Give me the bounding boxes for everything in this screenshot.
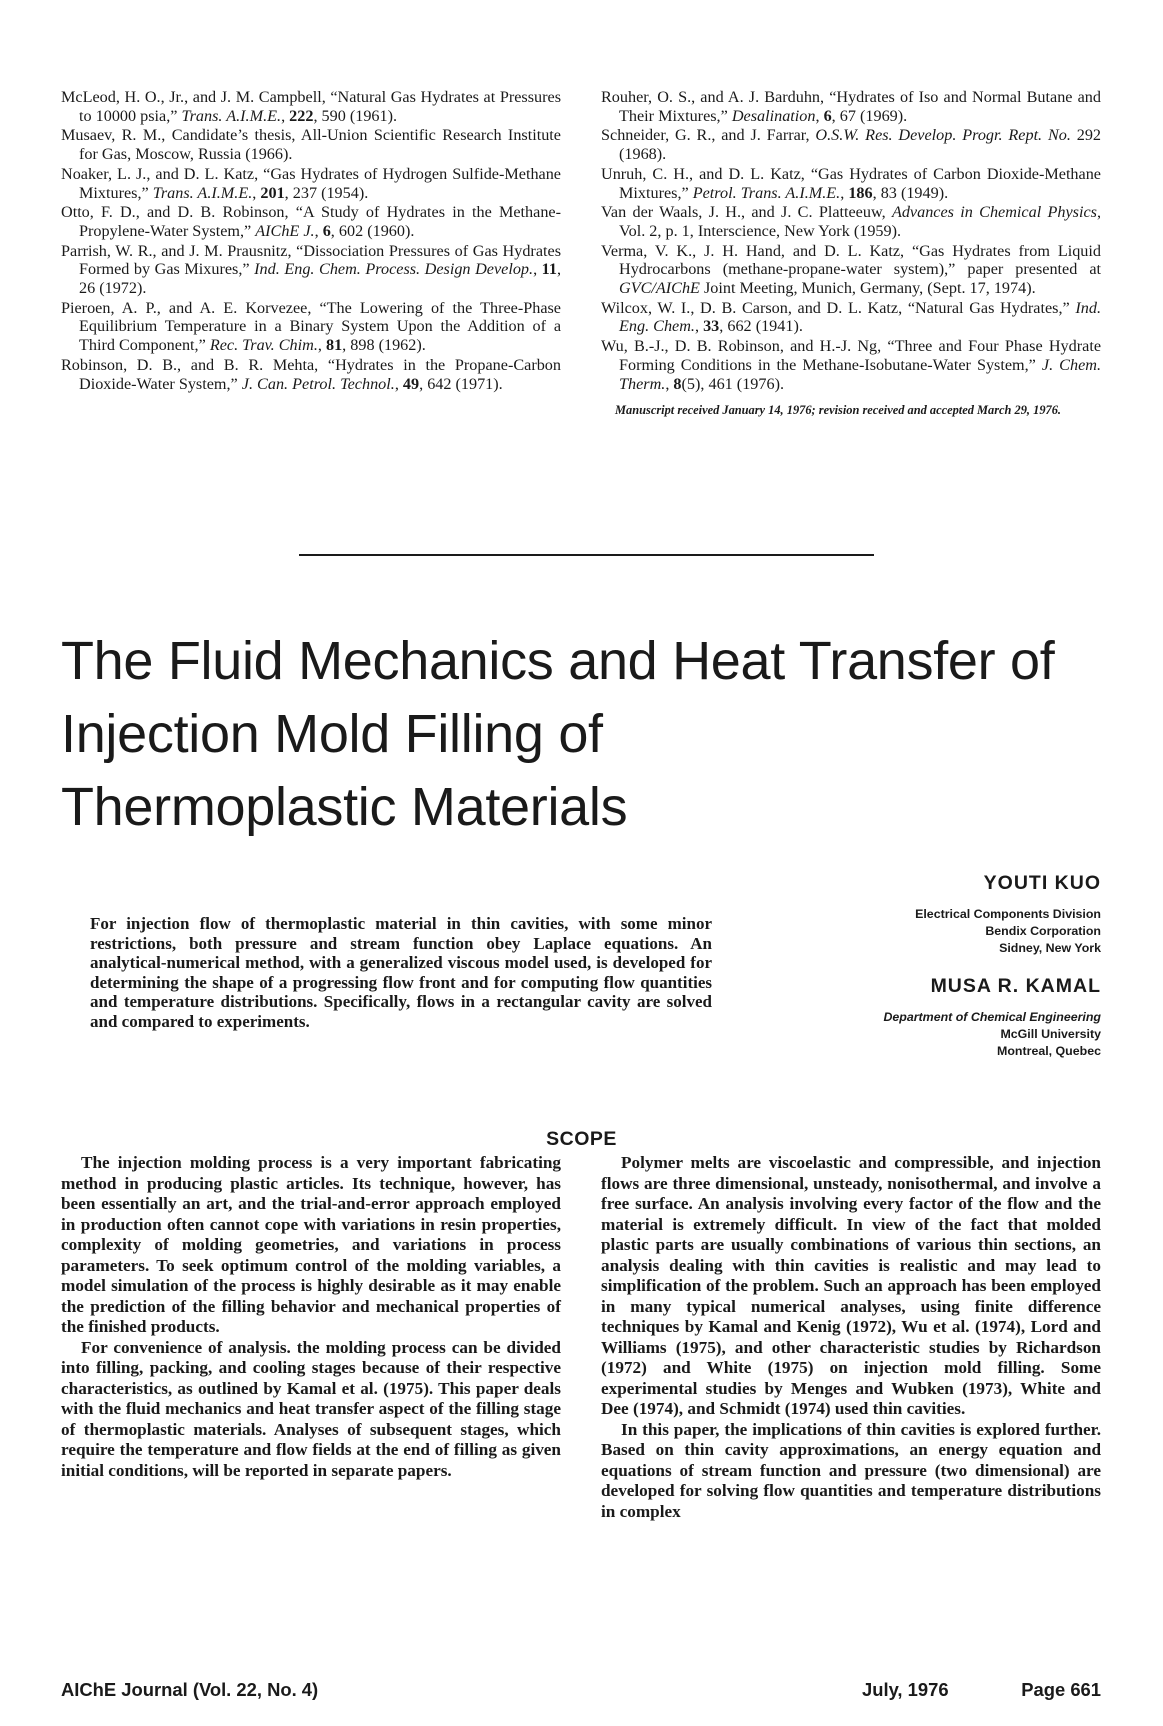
author-name: MUSA R. KAMAL <box>930 975 1101 997</box>
author-block <box>781 975 1101 1060</box>
reference-entry: Van der Waals, J. H., and J. C. Platteeuw, Advances in Chemical Physics, Vol. 2, p. 1, Interscience, New York (1959). <box>601 203 1101 240</box>
author-block <box>781 872 1101 957</box>
reference-entry: Parrish, W. R., and J. M. Prausnitz, “Dissociation Pressures of Gas Hydrates Formed by Gas Mixures,” Ind. Eng. Chem. Process. Design Develop., 11, 26 (1972). <box>61 241 562 298</box>
body-paragraph: Polymer melts are viscoelastic and compressible, and injection flows are three dimensional, unsteady, nonisothermal, and involve a free surface. An analysis involving every factor of the flow and the material is extremely difficult. In view of the fact that molded plastic parts are usually combinations of various thin sections, an analysis dealing with thin cavities is realistic and may lead to simplification of the problem. Such an approach has been employed in many typical numerical analyses, using finite difference techniques by Kamal and Kenig (1972), Wu et al. (1974), Lord and Williams (1975), and other characteristic studies by Richardson (1972) and White (1975) on injection mold filling. Some experimental studies by Menges and Wubken (1973), White and Dee (1974), and Schmidt (1974) used thin cavities. <box>601 1153 1101 1418</box>
author-affiliation: Electrical Components Division <box>915 907 1101 921</box>
author-affiliation: McGill University <box>1000 1027 1101 1041</box>
author-affiliation: Department of Chemical Engineering <box>883 1010 1101 1024</box>
body-paragraph: In this paper, the implications of thin cavities is explored further. Based on thin cavity approximations, an energy equation and equations of stream function and pressure (two dimensional) are developed for solving flow quantities and temperature distributions in complex <box>601 1419 1101 1521</box>
reference-entry: Otto, F. D., and D. B. Robinson, “A Study of Hydrates in the Methane-Propylene-Water System,” AIChE J., 6, 602 (1960). <box>61 203 561 240</box>
reference-entry: Musaev, R. M., Candidate’s thesis, All-Union Scientific Research Institute for Gas, Moscow, Russia (1966). <box>61 126 561 164</box>
author-affiliation: Bendix Corporation <box>985 924 1101 938</box>
section-divider <box>299 554 874 556</box>
article-title <box>61 625 1121 844</box>
scope-heading: SCOPE <box>546 1128 617 1150</box>
title-line: The Fluid Mechanics and Heat Transfer of <box>61 631 1055 691</box>
author-affiliation: Montreal, Quebec <box>997 1044 1101 1058</box>
references-left-column <box>61 88 561 429</box>
issue-date: July, 1976 <box>862 1679 949 1700</box>
body-paragraph: For convenience of analysis. the molding process can be divided into filling, packing, and cooling stages because of their respective characteristics, as outlined by Kamal et al. (1975). This paper deals with the fluid mechanics and heat transfer aspect of the filling stage of thermoplastic materials. Analyses of subsequent stages, which require the temperature and flow fields at the end of filling as given initial conditions, will be reported in separate papers. <box>61 1337 561 1480</box>
reference-entry: Verma, V. K., J. H. Hand, and D. L. Katz, “Gas Hydrates from Liquid Hydrocarbons (methane-propane-water system),” paper presented at GVC/AIChE Joint Meeting, Munich, Germany, (Sept. 17, 1974). <box>601 241 1101 298</box>
reference-entry: Schneider, G. R., and J. Farrar, O.S.W. Res. Develop. Progr. Rept. No. 292 (1968). <box>601 126 1102 164</box>
author-affiliation: Sidney, New York <box>999 941 1101 955</box>
manuscript-note: Manuscript received January 14, 1976; revision received and accepted March 29, 1976. <box>615 403 1062 418</box>
abstract: For injection flow of thermoplastic material in thin cavities, with some minor restrictions, both pressure and stream function obey Laplace equations. An analytical-numerical method, with a generalized viscous model used, is developed for determining the shape of a progressing flow front and for computing flow quantities and temperature distributions. Specifically, flows in a rectangular cavity are solved and compared to experiments. <box>90 914 712 1031</box>
reference-entry: Noaker, L. J., and D. L. Katz, “Gas Hydrates of Hydrogen Sulfide-Methane Mixtures,” Trans. A.I.M.E., 201, 237 (1954). <box>61 164 561 202</box>
author-list <box>781 872 1101 1060</box>
title-line: Injection Mold Filling of <box>61 704 603 764</box>
reference-entry: Wu, B.-J., D. B. Robinson, and H.-J. Ng, “Three and Four Phase Hydrate Forming Conditions in the Methane-Isobutane-Water System,” J. Chem. Therm., 8(5), 461 (1976). <box>601 337 1101 393</box>
title-line: Thermoplastic Materials <box>61 777 628 837</box>
scope-left-column <box>61 1153 561 1522</box>
references-section <box>61 88 1101 429</box>
reference-entry: Wilcox, W. I., D. B. Carson, and D. L. Katz, “Natural Gas Hydrates,” Ind. Eng. Chem., 33, 662 (1941). <box>601 298 1101 336</box>
page-number: Page 661 <box>1021 1679 1101 1700</box>
scope-right-column <box>601 1153 1101 1522</box>
reference-entry: Unruh, C. H., and D. L. Katz, “Gas Hydrates of Carbon Dioxide-Methane Mixtures,” Petrol. Trans. A.I.M.E., 186, 83 (1949). <box>601 164 1101 202</box>
references-right-column <box>601 88 1101 429</box>
reference-entry: Rouher, O. S., and A. J. Barduhn, “Hydrates of Iso and Normal Butane and Their Mixtures,” Desalination, 6, 67 (1969). <box>601 88 1101 125</box>
journal-citation: AIChE Journal (Vol. 22, No. 4) <box>61 1679 319 1700</box>
reference-entry: McLeod, H. O., Jr., and J. M. Campbell, “Natural Gas Hydrates at Pressures to 10000 psia,” Trans. A.I.M.E., 222, 590 (1961). <box>61 88 561 125</box>
reference-entry: Pieroen, A. P., and A. E. Korvezee, “The Lowering of the Three-Phase Equilibrium Temperature in a Binary System Upon the Addition of a Third Component,” Rec. Trav. Chim., 81, 898 (1962). <box>61 298 561 355</box>
reference-entry: Robinson, D. B., and B. R. Mehta, “Hydrates in the Propane-Carbon Dioxide-Water System,” J. Can. Petrol. Technol., 49, 642 (1971). <box>61 355 561 393</box>
author-name: YOUTI KUO <box>983 872 1101 894</box>
scope-body <box>61 1153 1101 1522</box>
body-paragraph: The injection molding process is a very important fabricating method in producing plastic articles. Its technique, however, has been essentially an art, and the trial-and-error approach employed in production often cannot cope with variations in resin properties, complexity of molding geometries, and variations in process parameters. To seek optimum control of the molding variables, a model simulation of the process is highly desirable as it may enable the prediction of the filling behavior and mechanical properties of the finished products. <box>61 1153 561 1336</box>
